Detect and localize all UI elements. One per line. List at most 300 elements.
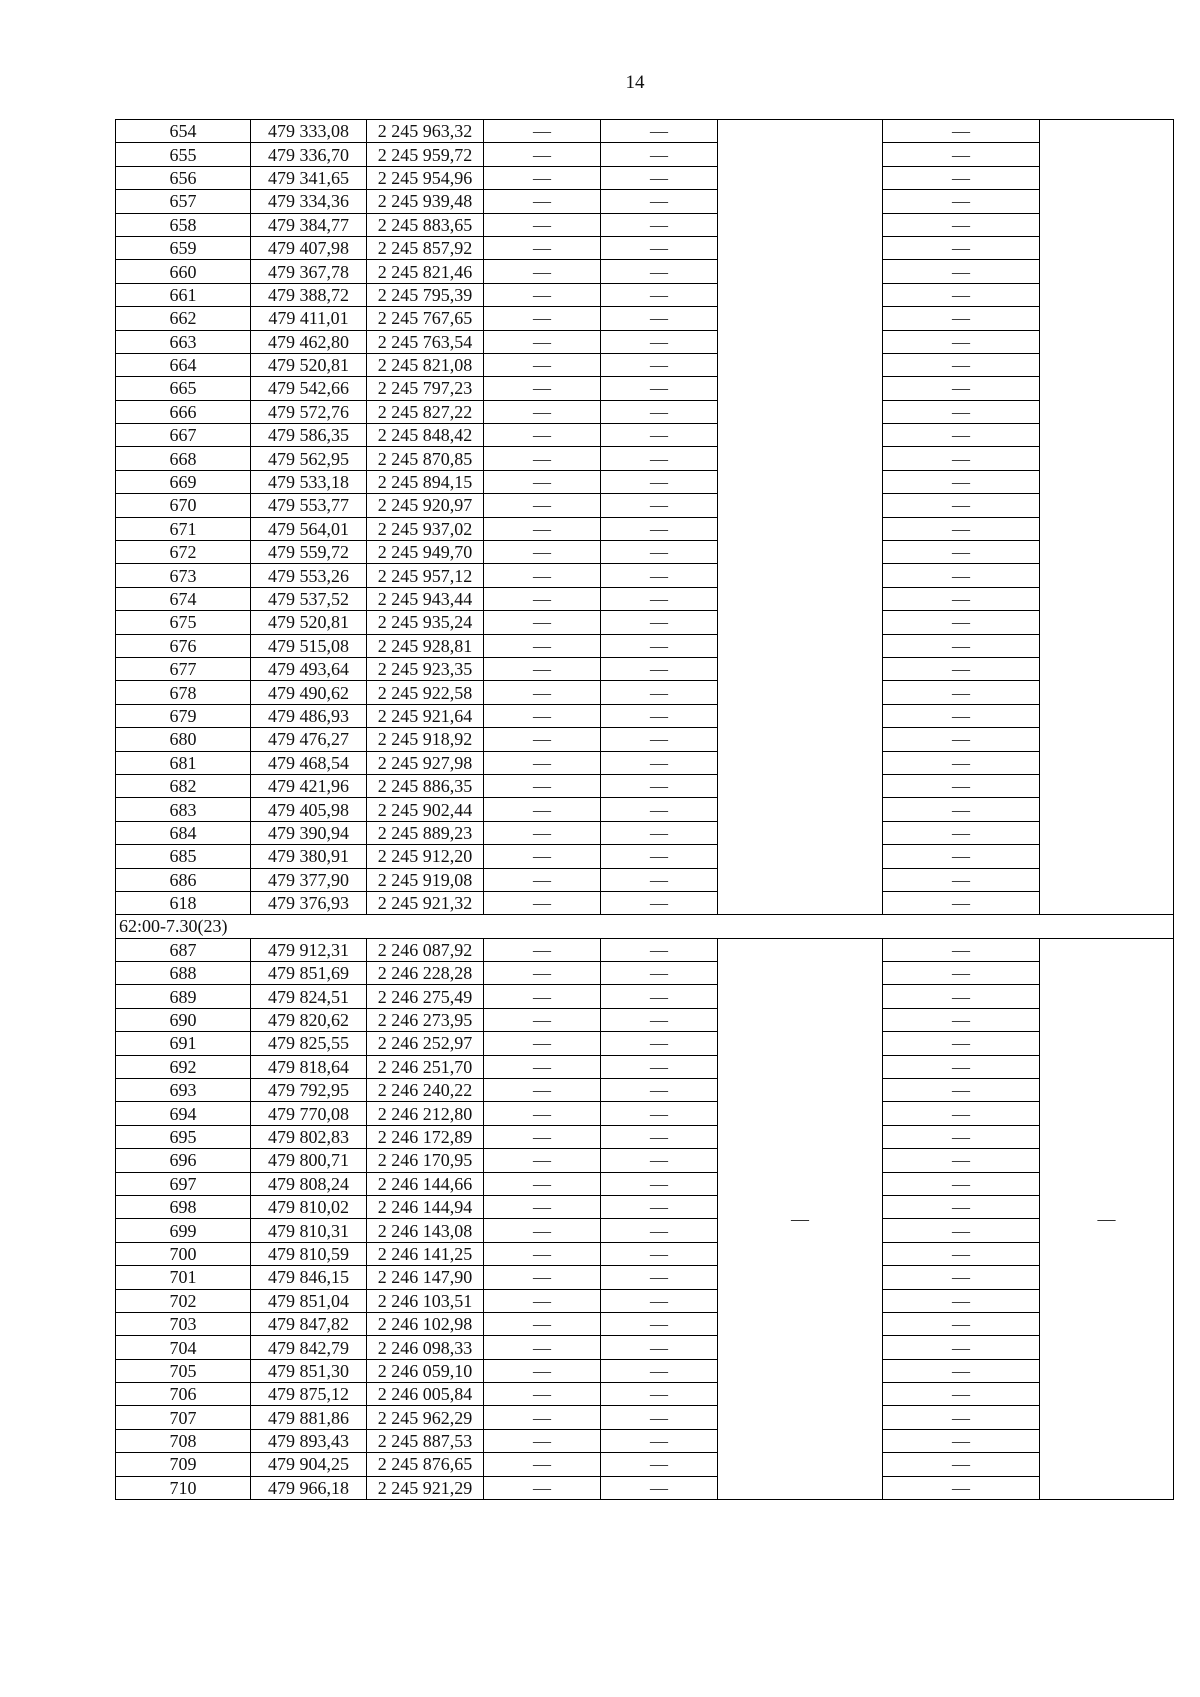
coordinate-x: 479 542,66 <box>251 377 367 400</box>
dash-cell-col7: — <box>883 1383 1040 1406</box>
point-number: 661 <box>116 283 251 306</box>
dash-cell-col4: — <box>484 1359 601 1382</box>
section-label: 62:00-7.30(23) <box>116 915 1174 938</box>
point-number: 658 <box>116 213 251 236</box>
table-row <box>116 938 1174 961</box>
dash-cell-col5: — <box>601 821 718 844</box>
table-row <box>116 1312 1174 1335</box>
dash-cell-col7: — <box>883 330 1040 353</box>
coordinate-x: 479 564,01 <box>251 517 367 540</box>
dash-cell-col5: — <box>601 400 718 423</box>
dash-cell-col4: — <box>484 728 601 751</box>
table-row <box>116 868 1174 891</box>
coordinate-y: 2 245 959,72 <box>367 143 484 166</box>
dash-cell-col5: — <box>601 1289 718 1312</box>
dash-cell-col5: — <box>601 681 718 704</box>
dash-cell-col5: — <box>601 120 718 143</box>
point-number: 679 <box>116 704 251 727</box>
table-row <box>116 400 1174 423</box>
coordinate-x: 479 376,93 <box>251 891 367 914</box>
coordinate-x: 479 367,78 <box>251 260 367 283</box>
coordinate-x: 479 824,51 <box>251 985 367 1008</box>
coordinate-y: 2 246 103,51 <box>367 1289 484 1312</box>
point-number: 702 <box>116 1289 251 1312</box>
coordinate-y: 2 245 848,42 <box>367 424 484 447</box>
dash-cell-col5: — <box>601 283 718 306</box>
dash-cell-col7: — <box>883 260 1040 283</box>
dash-cell-col7: — <box>883 985 1040 1008</box>
dash-cell-col7: — <box>883 400 1040 423</box>
dash-cell-col4: — <box>484 634 601 657</box>
coordinate-y: 2 245 763,54 <box>367 330 484 353</box>
dash-cell-col4: — <box>484 751 601 774</box>
dash-cell-col5: — <box>601 143 718 166</box>
dash-cell-col5: — <box>601 1266 718 1289</box>
dash-cell-col7: — <box>883 1359 1040 1382</box>
dash-cell-col7: — <box>883 564 1040 587</box>
dash-cell-col7: — <box>883 774 1040 797</box>
dash-cell-col7: — <box>883 213 1040 236</box>
dash-cell-col4: — <box>484 657 601 680</box>
coordinate-y: 2 246 141,25 <box>367 1242 484 1265</box>
coordinate-x: 479 825,55 <box>251 1032 367 1055</box>
coordinate-y: 2 245 921,32 <box>367 891 484 914</box>
point-number: 706 <box>116 1383 251 1406</box>
dash-cell-col4: — <box>484 1008 601 1031</box>
dash-cell-col5: — <box>601 1055 718 1078</box>
point-number: 705 <box>116 1359 251 1382</box>
coordinate-y: 2 245 920,97 <box>367 494 484 517</box>
table-row <box>116 213 1174 236</box>
dash-cell-col4: — <box>484 213 601 236</box>
coordinate-y: 2 246 228,28 <box>367 962 484 985</box>
dash-cell-col5: — <box>601 1476 718 1499</box>
dash-cell-col7: — <box>883 1032 1040 1055</box>
point-number: 703 <box>116 1312 251 1335</box>
coordinate-x: 479 770,08 <box>251 1102 367 1125</box>
coordinate-y: 2 246 172,89 <box>367 1125 484 1148</box>
point-number: 673 <box>116 564 251 587</box>
table-row <box>116 634 1174 657</box>
table-row <box>116 143 1174 166</box>
dash-cell-col4: — <box>484 470 601 493</box>
point-number: 688 <box>116 962 251 985</box>
dash-cell-col7: — <box>883 611 1040 634</box>
dash-cell-col5: — <box>601 1359 718 1382</box>
dash-cell-col5: — <box>601 1453 718 1476</box>
coordinates-table <box>115 119 1174 1500</box>
dash-cell-col5: — <box>601 1406 718 1429</box>
point-number: 676 <box>116 634 251 657</box>
dash-cell-col4: — <box>484 821 601 844</box>
dash-cell-col4: — <box>484 564 601 587</box>
coordinate-x: 479 380,91 <box>251 845 367 868</box>
coordinate-y: 2 245 894,15 <box>367 470 484 493</box>
coordinate-y: 2 246 143,08 <box>367 1219 484 1242</box>
merged-cell-col6 <box>718 120 883 915</box>
table-row <box>116 1429 1174 1452</box>
coordinate-y: 2 245 935,24 <box>367 611 484 634</box>
coordinate-y: 2 245 886,35 <box>367 774 484 797</box>
point-number: 684 <box>116 821 251 844</box>
coordinate-x: 479 341,65 <box>251 166 367 189</box>
dash-cell-col4: — <box>484 353 601 376</box>
dash-cell-col4: — <box>484 1032 601 1055</box>
dash-cell-col7: — <box>883 587 1040 610</box>
table-row <box>116 611 1174 634</box>
dash-cell-col7: — <box>883 1195 1040 1218</box>
table-row <box>116 1172 1174 1195</box>
dash-cell-col7: — <box>883 1079 1040 1102</box>
coordinate-x: 479 533,18 <box>251 470 367 493</box>
dash-cell-col4: — <box>484 400 601 423</box>
page-number: 14 <box>625 72 645 93</box>
point-number: 693 <box>116 1079 251 1102</box>
table-row <box>116 1289 1174 1312</box>
dash-cell-col7: — <box>883 190 1040 213</box>
dash-cell-col4: — <box>484 307 601 330</box>
coordinate-x: 479 486,93 <box>251 704 367 727</box>
table-row <box>116 821 1174 844</box>
coordinate-y: 2 245 870,85 <box>367 447 484 470</box>
dash-cell-col5: — <box>601 447 718 470</box>
coordinate-y: 2 245 943,44 <box>367 587 484 610</box>
coordinate-y: 2 245 962,29 <box>367 1406 484 1429</box>
coordinate-x: 479 893,43 <box>251 1429 367 1452</box>
point-number: 618 <box>116 891 251 914</box>
dash-cell-col4: — <box>484 774 601 797</box>
table-row <box>116 541 1174 564</box>
coordinate-x: 479 520,81 <box>251 611 367 634</box>
dash-cell-col5: — <box>601 353 718 376</box>
coordinate-x: 479 808,24 <box>251 1172 367 1195</box>
point-number: 667 <box>116 424 251 447</box>
dash-cell-col5: — <box>601 377 718 400</box>
table-row <box>116 985 1174 1008</box>
dash-cell-col5: — <box>601 1102 718 1125</box>
point-number: 699 <box>116 1219 251 1242</box>
table-row <box>116 190 1174 213</box>
point-number: 677 <box>116 657 251 680</box>
point-number: 666 <box>116 400 251 423</box>
table-row <box>116 1219 1174 1242</box>
coordinate-y: 2 245 902,44 <box>367 798 484 821</box>
point-number: 660 <box>116 260 251 283</box>
coordinate-x: 479 572,76 <box>251 400 367 423</box>
table-row <box>116 845 1174 868</box>
dash-cell-col5: — <box>601 728 718 751</box>
coordinate-y: 2 246 059,10 <box>367 1359 484 1382</box>
coordinate-y: 2 245 876,65 <box>367 1453 484 1476</box>
coordinates-table-body <box>116 120 1174 1500</box>
point-number: 698 <box>116 1195 251 1218</box>
dash-cell-col4: — <box>484 1453 601 1476</box>
dash-cell-col7: — <box>883 962 1040 985</box>
dash-cell-col5: — <box>601 517 718 540</box>
dash-cell-col7: — <box>883 728 1040 751</box>
dash-cell-col5: — <box>601 1008 718 1031</box>
table-row <box>116 728 1174 751</box>
table-row <box>116 1406 1174 1429</box>
table-row <box>116 260 1174 283</box>
table-row <box>116 470 1174 493</box>
coordinate-y: 2 246 147,90 <box>367 1266 484 1289</box>
coordinate-y: 2 245 887,53 <box>367 1429 484 1452</box>
coordinate-y: 2 246 005,84 <box>367 1383 484 1406</box>
coordinate-y: 2 245 821,46 <box>367 260 484 283</box>
dash-cell-col5: — <box>601 494 718 517</box>
point-number: 654 <box>116 120 251 143</box>
dash-cell-col5: — <box>601 1219 718 1242</box>
table-row <box>116 330 1174 353</box>
dash-cell-col7: — <box>883 517 1040 540</box>
coordinate-y: 2 245 957,12 <box>367 564 484 587</box>
point-number: 670 <box>116 494 251 517</box>
point-number: 707 <box>116 1406 251 1429</box>
coordinate-y: 2 246 144,94 <box>367 1195 484 1218</box>
coordinate-y: 2 245 963,32 <box>367 120 484 143</box>
table-row <box>116 891 1174 914</box>
coordinate-y: 2 245 921,64 <box>367 704 484 727</box>
dash-cell-col7: — <box>883 236 1040 259</box>
table-row <box>116 1195 1174 1218</box>
point-number: 678 <box>116 681 251 704</box>
point-number: 708 <box>116 1429 251 1452</box>
table-row <box>116 564 1174 587</box>
dash-cell-col4: — <box>484 424 601 447</box>
merged-cell-col8: — <box>1040 938 1174 1499</box>
dash-cell-col7: — <box>883 1219 1040 1242</box>
dash-cell-col7: — <box>883 1008 1040 1031</box>
dash-cell-col5: — <box>601 611 718 634</box>
coordinate-x: 479 810,02 <box>251 1195 367 1218</box>
dash-cell-col5: — <box>601 236 718 259</box>
coordinate-y: 2 245 923,35 <box>367 657 484 680</box>
dash-cell-col5: — <box>601 541 718 564</box>
dash-cell-col7: — <box>883 1312 1040 1335</box>
table-row <box>116 587 1174 610</box>
table-row <box>116 1125 1174 1148</box>
dash-cell-col4: — <box>484 1476 601 1499</box>
table-row <box>116 1476 1174 1499</box>
coordinate-x: 479 881,86 <box>251 1406 367 1429</box>
dash-cell-col7: — <box>883 845 1040 868</box>
dash-cell-col4: — <box>484 447 601 470</box>
dash-cell-col5: — <box>601 962 718 985</box>
dash-cell-col5: — <box>601 1429 718 1452</box>
coordinate-y: 2 245 927,98 <box>367 751 484 774</box>
dash-cell-col5: — <box>601 845 718 868</box>
dash-cell-col5: — <box>601 1242 718 1265</box>
dash-cell-col5: — <box>601 657 718 680</box>
table-row <box>116 751 1174 774</box>
coordinate-y: 2 246 275,49 <box>367 985 484 1008</box>
table-row <box>116 704 1174 727</box>
coordinate-x: 479 411,01 <box>251 307 367 330</box>
dash-cell-col4: — <box>484 1383 601 1406</box>
table-row <box>116 1336 1174 1359</box>
dash-cell-col4: — <box>484 1406 601 1429</box>
dash-cell-col4: — <box>484 611 601 634</box>
dash-cell-col4: — <box>484 1266 601 1289</box>
coordinate-y: 2 246 098,33 <box>367 1336 484 1359</box>
table-row <box>116 517 1174 540</box>
dash-cell-col5: — <box>601 1195 718 1218</box>
point-number: 686 <box>116 868 251 891</box>
table-row <box>116 1102 1174 1125</box>
dash-cell-col7: — <box>883 1429 1040 1452</box>
dash-cell-col5: — <box>601 213 718 236</box>
dash-cell-col7: — <box>883 447 1040 470</box>
dash-cell-col7: — <box>883 1266 1040 1289</box>
dash-cell-col4: — <box>484 868 601 891</box>
point-number: 672 <box>116 541 251 564</box>
coordinate-y: 2 245 954,96 <box>367 166 484 189</box>
point-number: 665 <box>116 377 251 400</box>
point-number: 657 <box>116 190 251 213</box>
point-number: 681 <box>116 751 251 774</box>
coordinate-x: 479 520,81 <box>251 353 367 376</box>
dash-cell-col4: — <box>484 190 601 213</box>
coordinate-x: 479 800,71 <box>251 1149 367 1172</box>
coordinate-x: 479 405,98 <box>251 798 367 821</box>
point-number: 710 <box>116 1476 251 1499</box>
point-number: 675 <box>116 611 251 634</box>
dash-cell-col4: — <box>484 1102 601 1125</box>
point-number: 691 <box>116 1032 251 1055</box>
coordinate-x: 479 904,25 <box>251 1453 367 1476</box>
dash-cell-col5: — <box>601 1312 718 1335</box>
table-row <box>116 1032 1174 1055</box>
coordinate-y: 2 246 252,97 <box>367 1032 484 1055</box>
point-number: 696 <box>116 1149 251 1172</box>
coordinate-x: 479 846,15 <box>251 1266 367 1289</box>
dash-cell-col7: — <box>883 938 1040 961</box>
coordinate-y: 2 245 857,92 <box>367 236 484 259</box>
dash-cell-col7: — <box>883 283 1040 306</box>
dash-cell-col5: — <box>601 330 718 353</box>
table-row <box>116 657 1174 680</box>
dash-cell-col7: — <box>883 1172 1040 1195</box>
table-row <box>116 166 1174 189</box>
dash-cell-col7: — <box>883 494 1040 517</box>
dash-cell-col5: — <box>601 704 718 727</box>
point-number: 701 <box>116 1266 251 1289</box>
dash-cell-col7: — <box>883 120 1040 143</box>
dash-cell-col7: — <box>883 868 1040 891</box>
dash-cell-col4: — <box>484 120 601 143</box>
dash-cell-col4: — <box>484 891 601 914</box>
dash-cell-col5: — <box>601 1383 718 1406</box>
coordinate-x: 479 336,70 <box>251 143 367 166</box>
dash-cell-col5: — <box>601 798 718 821</box>
table-row <box>116 1008 1174 1031</box>
coordinate-x: 479 851,69 <box>251 962 367 985</box>
dash-cell-col5: — <box>601 868 718 891</box>
point-number: 700 <box>116 1242 251 1265</box>
dash-cell-col4: — <box>484 143 601 166</box>
coordinate-x: 479 537,52 <box>251 587 367 610</box>
coordinate-y: 2 245 922,58 <box>367 681 484 704</box>
coordinate-y: 2 245 919,08 <box>367 868 484 891</box>
dash-cell-col4: — <box>484 1055 601 1078</box>
dash-cell-col5: — <box>601 166 718 189</box>
dash-cell-col4: — <box>484 330 601 353</box>
point-number: 656 <box>116 166 251 189</box>
dash-cell-col7: — <box>883 1476 1040 1499</box>
dash-cell-col5: — <box>601 564 718 587</box>
dash-cell-col7: — <box>883 657 1040 680</box>
section-row <box>116 915 1174 938</box>
dash-cell-col7: — <box>883 821 1040 844</box>
merged-cell-col6: — <box>718 938 883 1499</box>
dash-cell-col7: — <box>883 634 1040 657</box>
dash-cell-col4: — <box>484 377 601 400</box>
dash-cell-col5: — <box>601 260 718 283</box>
table-row <box>116 1453 1174 1476</box>
table-row <box>116 447 1174 470</box>
coordinate-y: 2 246 087,92 <box>367 938 484 961</box>
coordinate-x: 479 820,62 <box>251 1008 367 1031</box>
dash-cell-col7: — <box>883 1149 1040 1172</box>
point-number: 709 <box>116 1453 251 1476</box>
dash-cell-col5: — <box>601 1125 718 1148</box>
dash-cell-col7: — <box>883 377 1040 400</box>
coordinate-y: 2 245 797,23 <box>367 377 484 400</box>
dash-cell-col5: — <box>601 1079 718 1102</box>
coordinate-x: 479 562,95 <box>251 447 367 470</box>
coordinate-y: 2 245 912,20 <box>367 845 484 868</box>
coordinate-x: 479 818,64 <box>251 1055 367 1078</box>
coordinate-x: 479 384,77 <box>251 213 367 236</box>
dash-cell-col7: — <box>883 891 1040 914</box>
dash-cell-col4: — <box>484 541 601 564</box>
point-number: 692 <box>116 1055 251 1078</box>
dash-cell-col4: — <box>484 985 601 1008</box>
coordinate-x: 479 334,36 <box>251 190 367 213</box>
dash-cell-col4: — <box>484 704 601 727</box>
table-row <box>116 236 1174 259</box>
table-row <box>116 774 1174 797</box>
coordinate-y: 2 246 144,66 <box>367 1172 484 1195</box>
coordinate-x: 479 851,30 <box>251 1359 367 1382</box>
coordinate-y: 2 245 937,02 <box>367 517 484 540</box>
coordinate-y: 2 245 889,23 <box>367 821 484 844</box>
point-number: 704 <box>116 1336 251 1359</box>
dash-cell-col4: — <box>484 1312 601 1335</box>
coordinate-y: 2 246 102,98 <box>367 1312 484 1335</box>
dash-cell-col5: — <box>601 190 718 213</box>
dash-cell-col4: — <box>484 166 601 189</box>
dash-cell-col5: — <box>601 774 718 797</box>
dash-cell-col4: — <box>484 1172 601 1195</box>
dash-cell-col4: — <box>484 283 601 306</box>
coordinate-y: 2 245 928,81 <box>367 634 484 657</box>
dash-cell-col4: — <box>484 1079 601 1102</box>
dash-cell-col7: — <box>883 1125 1040 1148</box>
coordinate-x: 479 586,35 <box>251 424 367 447</box>
dash-cell-col5: — <box>601 470 718 493</box>
coordinate-x: 479 842,79 <box>251 1336 367 1359</box>
dash-cell-col7: — <box>883 166 1040 189</box>
point-number: 683 <box>116 798 251 821</box>
point-number: 685 <box>116 845 251 868</box>
dash-cell-col7: — <box>883 798 1040 821</box>
point-number: 680 <box>116 728 251 751</box>
point-number: 695 <box>116 1125 251 1148</box>
dash-cell-col7: — <box>883 424 1040 447</box>
point-number: 682 <box>116 774 251 797</box>
